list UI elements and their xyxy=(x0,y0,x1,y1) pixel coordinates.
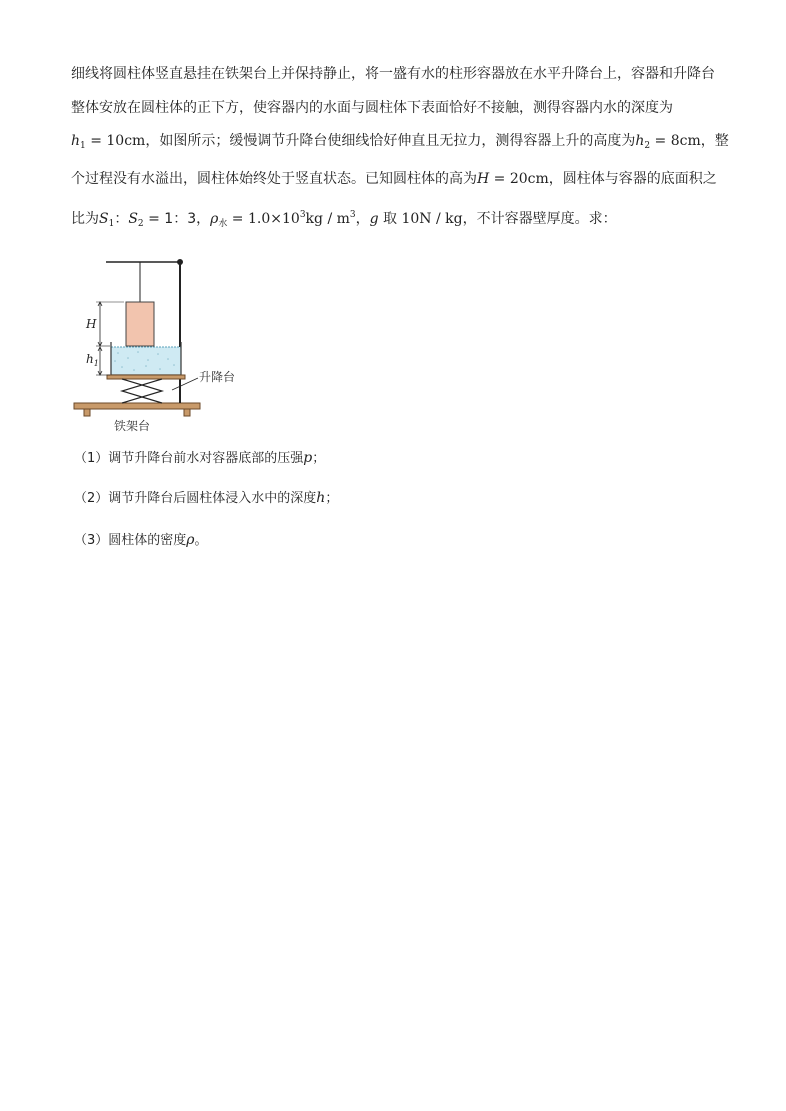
area-ratio-expression: $S_1$：$S_2$ xyxy=(99,211,144,229)
gravity-expression: g 取 10N / kg xyxy=(369,211,463,227)
cylinder xyxy=(126,302,154,346)
problem-line-4: 个过程没有水溢出，圆柱体始终处于竖直状态。已知圆柱体的高为H = 20cm，圆柱体与容器的底面积之 xyxy=(71,171,717,187)
question-2: （2）调节升降台后圆柱体浸入水中的深度h； xyxy=(74,490,339,506)
water-density-expression: $\rho_水 = 1.0\times 10^3kg / m^3$ xyxy=(210,210,356,229)
apparatus-figure xyxy=(70,250,260,435)
stand-label: 铁架台 xyxy=(114,419,151,433)
question-3: （3）圆柱体的密度ρ。 xyxy=(74,532,208,548)
apparatus-diagram xyxy=(70,250,260,435)
h2-expression: $h_2 = 8cm$ xyxy=(635,133,701,151)
lift-scissor xyxy=(122,379,162,403)
stand-foot-left xyxy=(84,409,90,416)
problem-line-1: 细线将圆柱体竖直悬挂在铁架台上并保持静止，将一盛有水的柱形容器放在水平升降台上，容器和升降台 xyxy=(71,66,715,82)
clamp-knob xyxy=(177,259,183,265)
h1-expression: $h_1 = 10cm$ xyxy=(71,133,146,151)
question-1: （1）调节升降台前水对容器底部的压强p； xyxy=(74,450,326,466)
stand-foot-right xyxy=(184,409,190,416)
label-H: H xyxy=(86,317,97,331)
problem-line-3: $h_1 = 10cm$，如图所示；缓慢调节升降台使细线恰好伸直且无拉力，测得容器上升的高度为$h_2 = 8cm$，整 xyxy=(71,133,729,151)
problem-line-5: 比为$S_1$：$S_2 = 1$：3，$\rho_水 = 1.0\times 10^3kg / m^3$，g 取 10N / kg，不计容器壁厚度。求： xyxy=(71,210,617,229)
problem-line-2: 整体安放在圆柱体的正下方，使容器内的水面与圆柱体下表面恰好不接触，测得容器内水的深度为 xyxy=(71,100,673,116)
water xyxy=(111,347,181,375)
label-h1: $h_1$ xyxy=(86,352,99,368)
lift-platform xyxy=(107,375,185,379)
height-expression: H = 20cm xyxy=(477,171,549,187)
stand-base xyxy=(74,403,200,409)
lift-pointer xyxy=(172,378,198,390)
lift-label: 升降台 xyxy=(199,370,236,384)
